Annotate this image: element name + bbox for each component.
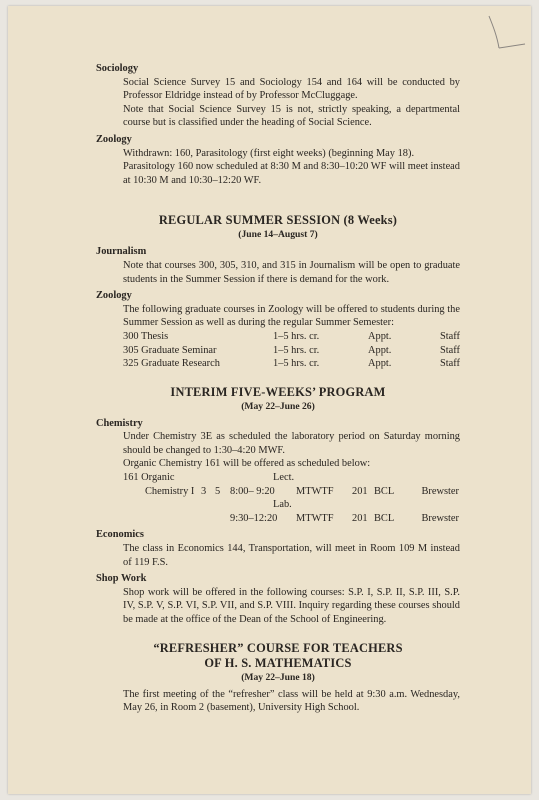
chemistry-schedule-table	[123, 471, 460, 525]
course-hours: 1–5 hrs. cr.	[273, 330, 320, 342]
chem-lab-days: MTWTF	[296, 512, 334, 524]
course-instructor: Staff	[439, 330, 460, 342]
course-row	[123, 344, 460, 358]
course-time: Appt.	[368, 344, 392, 356]
chemistry-paragraph-1: Under Chemistry 3E as scheduled the laboratory period on Saturday morning should be changed to 1:30–4:20 MWF.	[123, 431, 460, 456]
document-content	[96, 62, 460, 715]
course-hours: 1–5 hrs. cr.	[273, 344, 320, 356]
section-heading-zoology-2: Zoology	[96, 290, 132, 302]
regular-session-dates: (June 14–August 7)	[238, 229, 318, 241]
chem-lab-bldg: BCL	[374, 512, 395, 524]
chem-lect-room: 201	[352, 485, 368, 497]
refresher-paragraph: The first meeting of the “refresher” class will be held at 9:30 a.m. Wednesday, May 26, in Room 2 (basement), University High School.	[123, 688, 460, 714]
chem-lect-instructor: Brewster	[421, 485, 459, 497]
refresher-title-line-2: OF H. S. MATHEMATICS	[204, 655, 352, 670]
refresher-dates: (May 22–June 18)	[241, 671, 315, 683]
chem-lect-time: 8:00– 9:20	[230, 485, 275, 497]
course-time: Appt.	[368, 358, 392, 370]
interim-program-dates: (May 22–June 26)	[241, 400, 315, 412]
section-heading-journalism: Journalism	[96, 246, 147, 258]
course-instructor: Staff	[439, 344, 460, 356]
section-heading-sociology: Sociology	[96, 63, 139, 74]
sociology-paragraph-1: Social Science Survey 15 and Sociology 154 and 164 will be conducted by Professor Eldridge instead of by Professor McCluggage.	[123, 76, 460, 102]
section-heading-economics: Economics	[96, 529, 144, 541]
section-heading-chemistry: Chemistry	[96, 417, 143, 429]
refresher-title-line-1: “REFRESHER” COURSE FOR TEACHERS	[153, 640, 403, 655]
journalism-paragraph: Note that courses 300, 305, 310, and 315 in Journalism will be open to graduate students in the Summer Session if there is demand for the work.	[123, 259, 460, 285]
sociology-paragraph-2: Note that Social Science Survey 15 is not, strictly speaking, a departmental course but is classified under the heading of Social Science.	[123, 103, 460, 129]
chem-course-line-2: Chemistry I	[145, 485, 195, 497]
course-instructor: Staff	[439, 358, 460, 370]
chem-lect-bldg: BCL	[374, 485, 395, 497]
section-heading-shop-work: Shop Work	[96, 573, 147, 585]
course-time: Appt.	[368, 330, 392, 342]
chem-lect-days: MTWTF	[296, 485, 334, 497]
course-row	[123, 330, 460, 344]
chem-lab-instructor: Brewster	[421, 512, 459, 524]
chem-hours-a: 3	[201, 485, 207, 497]
course-name: 325 Graduate Research	[123, 358, 220, 370]
chem-lect-label: Lect.	[273, 472, 295, 484]
chem-lab-room: 201	[352, 512, 368, 524]
chem-lab-time: 9:30–12:20	[230, 512, 278, 524]
shop-work-paragraph: Shop work will be offered in the following courses: S.P. I, S.P. II, S.P. III, S.P. IV, S.P. V, S.P. VI, S.P. VII, and S.P. VIII. Inquiry regarding these courses should be made at the office of the Dean of the School of Engineering.	[123, 586, 460, 625]
economics-paragraph: The class in Economics 144, Transportation, will meet in Room 109 M instead of 119 F.S.	[123, 543, 460, 568]
zoology-graduate-paragraph: The following graduate courses in Zoology will be offered to students during the Summer Session as well as during the regular Summer Semester:	[123, 303, 460, 329]
zoology-paragraph-2: Parasitology 160 now scheduled at 8:30 M and 8:30–10:20 WF will meet instead at 10:30 M and 10:30–12:20 WF.	[123, 161, 460, 186]
course-row	[123, 357, 460, 371]
section-heading-zoology: Zoology	[96, 133, 132, 145]
chem-hours-b: 5	[215, 485, 221, 497]
regular-session-title: REGULAR SUMMER SESSION (8 Weeks)	[158, 213, 398, 228]
course-name: 300 Thesis	[123, 330, 169, 342]
course-hours: 1–5 hrs. cr.	[273, 358, 320, 370]
chem-course-line-1: 161 Organic	[123, 472, 175, 484]
zoology-paragraph-1: Withdrawn: 160, Parasitology (first eight weeks) (beginning May 18).	[123, 147, 415, 159]
chemistry-paragraph-2: Organic Chemistry 161 will be offered as scheduled below:	[123, 458, 371, 470]
interim-program-title: INTERIM FIVE-WEEKS’ PROGRAM	[170, 384, 386, 399]
pencil-mark-icon	[481, 14, 531, 64]
chem-lab-label: Lab.	[273, 499, 292, 511]
course-name: 305 Graduate Seminar	[123, 344, 217, 356]
